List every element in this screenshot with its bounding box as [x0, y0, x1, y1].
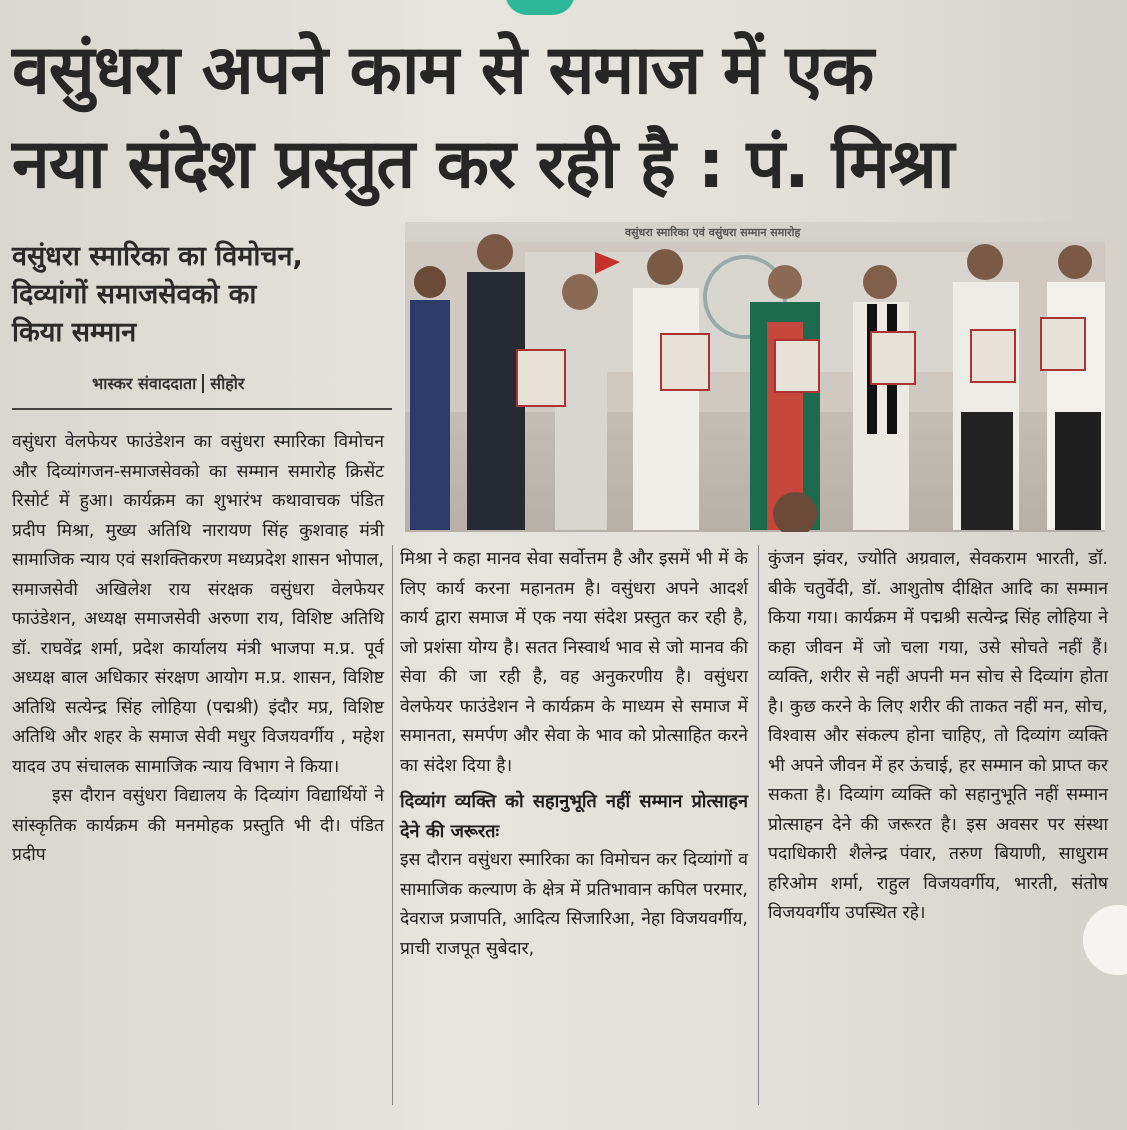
byline: [92, 372, 244, 394]
headline-line-2: नया संदेश प्रस्तुत कर रही है : पं. मिश्रा: [12, 125, 954, 204]
subheadline-line-1: वसुंधरा स्मारिका का विमोचन,: [12, 241, 303, 272]
byline-separator: [202, 374, 204, 393]
column-3-paragraph-1: कुंजन झंवर, ज्योति अग्रवाल, सेवकराम भारती, डॉ. बीके चतुर्वेदी, डॉ. आशुतोष दीक्षित आदि का सम्मान किया गया। कार्यक्रम में पद्मश्री सत्येन्द्र सिंह लोहिया ने कहा जीवन में जो चला गया, उसे सोचते नहीं हैं। व्यक्ति, शरीर से नहीं अपनी मन सोच से दिव्यांग होता है। कुछ करने के लिए शरीर की ताकत नहीं मन, सोच, विश्वास और संकल्प होना चाहिए, तो दिव्यांग व्यक्ति भी अपने जीवन में हर ऊंचाई, हर सम्मान को प्राप्त कर सकता है। दिव्यांग व्यक्ति को सहानुभूति नहीं सम्मान प्रोत्साहन देने की जरूरत है। इस अवसर पर संस्था पदाधिकारी शैलेन्द्र पंवार, तरुण बियाणी, साधुराम हरिओम शर्मा, राहुल विजयवर्गीय, भारती, संतोष विजयवर्गीय उपस्थित रहे।: [768, 549, 1108, 923]
article-column-1: [12, 428, 384, 871]
byline-place: सीहोर: [210, 374, 245, 393]
subheadline: [12, 238, 392, 352]
event-photo: [405, 222, 1105, 532]
byline-reporter: भास्कर संवाददाता: [92, 374, 197, 393]
article-column-2: [400, 545, 748, 964]
subheadline-line-2: दिव्यांगों समाजसेवको का: [12, 279, 257, 310]
headline: [12, 24, 1112, 212]
column-divider-1: [392, 545, 393, 1105]
column-divider-2: [758, 545, 759, 1105]
headline-line-1: वसुंधरा अपने काम से समाज में एक: [12, 31, 874, 110]
column-2-subheading: दिव्यांग व्यक्ति को सहानुभूति नहीं सम्मान प्रोत्साहन देने की जरूरतः: [400, 791, 748, 842]
column-2-paragraph-1: मिश्रा ने कहा मानव सेवा सर्वोत्तम है और इसमें भी में के लिए कार्य करना महानतम है। वसुंधरा अपने आदर्श कार्य द्वारा समाज में एक नया संदेश प्रस्तुत कर रही है, जो प्रशंसा योग्य है। सतत निस्वार्थ भाव से जो मानव की सेवा की जा रही है, वह अनुकरणीय है। वसुंधरा वेलफेयर फाउंडेशन ने कार्यक्रम के माध्यम से समाज में समानता, समर्पण और सेवा के भाव को प्रोत्साहित करने का संदेश दिया है।: [400, 549, 748, 776]
column-2-paragraph-2: इस दौरान वसुंधरा स्मारिका का विमोचन कर दिव्यांगों व सामाजिक कल्याण के क्षेत्र में प्रतिभावान कपिल परमार, देवराज प्रजापति, आदित्य सिजारिआ, नेहा विजयवर्गीय, प्राची राजपूत सुबेदार,: [400, 850, 748, 959]
column-1-paragraph-2: इस दौरान वसुंधरा विद्यालय के दिव्यांग विद्यार्थियों ने सांस्कृतिक कार्यक्रम की मनमोहक प्रस्तुति भी दी। पंडित प्रदीप: [12, 786, 384, 865]
photo-illustration: [405, 222, 1105, 532]
subheadline-line-3: किया सम्मान: [12, 317, 137, 348]
article-column-3: [768, 545, 1108, 929]
byline-rule: [12, 408, 392, 410]
column-1-paragraph-1: वसुंधरा वेलफेयर फाउंडेशन का वसुंधरा स्मारिका विमोचन और दिव्यांगजन-समाजसेवको का सम्मान समारोह क्रिसेंट रिसोर्ट में हुआ। कार्यक्रम का शुभारंभ कथावाचक पंडित प्रदीप मिश्रा, मुख्य अतिथि नारायण सिंह कुशवाह मंत्री सामाजिक न्याय एवं सशक्तिकरण मध्यप्रदेश शासन भोपाल, समाजसेवी अखिलेश राय संरक्षक वसुंधरा वेलफेयर फाउंडेशन, अध्यक्ष समाजसेवी अरुणा राय, विशिष्ट अतिथि डॉ. राघवेंद्र शर्मा, प्रदेश कार्यालय मंत्री भाजपा म.प्र. पूर्व अध्यक्ष बाल अधिकार संरक्षण आयोग म.प्र. शासन, विशिष्ट अतिथि सत्येन्द्र सिंह लोहिया (पद्मश्री) इंदौर मप्र, विशिष्ट अतिथि और शहर के समाज सेवी मधुर विजयवर्गीय , महेश यादव उप संचालक सामाजिक न्याय विभाग ने किया।: [12, 432, 384, 777]
photo-banner-text: वसुंधरा स्मारिका एवं वसुंधरा सम्मान समारोह: [625, 226, 801, 239]
